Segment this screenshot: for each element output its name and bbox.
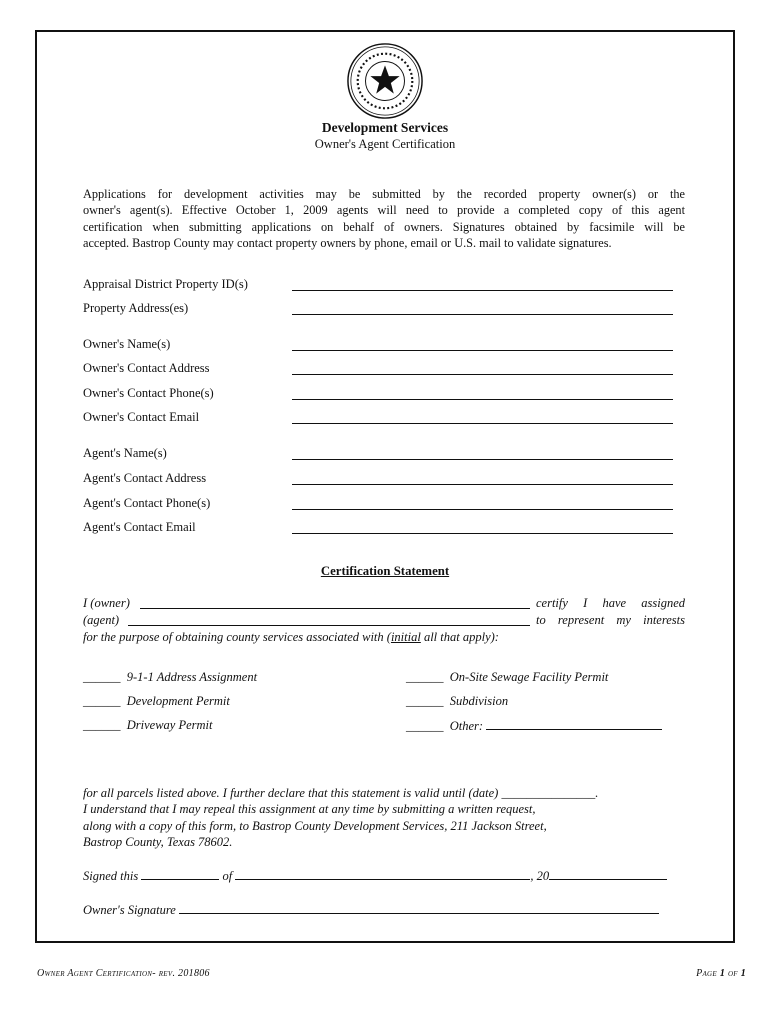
- owner-phone-label: Owner's Contact Phone(s): [83, 386, 214, 400]
- declare-line-2: I understand that I may repeal this assignment at any time by submitting a written request,: [83, 802, 536, 816]
- owner-email-field[interactable]: [292, 423, 673, 424]
- agent-address-field[interactable]: [292, 484, 673, 485]
- agent-phone-field[interactable]: [292, 509, 673, 510]
- declare-line-3: along with a copy of this form, to Bastrop County Development Services, 211 Jackson Street,: [83, 819, 547, 833]
- owner-statement-field[interactable]: [140, 598, 530, 609]
- footer-form-revision: Owner Agent Certification- rev. 201806: [37, 968, 210, 979]
- represent-text: to represent my interests: [536, 613, 685, 627]
- county-seal-icon: [346, 42, 424, 120]
- declare-line-1: for all parcels listed above. I further declare that this statement is valid until (date) _______________.: [83, 786, 599, 800]
- agent-name-label: Agent's Name(s): [83, 446, 167, 460]
- property-id-field[interactable]: [292, 290, 673, 291]
- option-development-permit[interactable]: ______ Development Permit: [83, 694, 230, 708]
- owner-name-label: Owner's Name(s): [83, 337, 171, 351]
- option-sewage-permit[interactable]: ______ On-Site Sewage Facility Permit: [406, 670, 609, 684]
- agent-phone-label: Agent's Contact Phone(s): [83, 496, 211, 510]
- agent-statement-label: (agent): [83, 613, 120, 627]
- option-address-assignment[interactable]: ______ 9-1-1 Address Assignment: [83, 670, 258, 684]
- owner-address-field[interactable]: [292, 374, 673, 375]
- owner-signature-line: Owner's Signature: [83, 902, 659, 918]
- footer-page-number: Page 1 of 1: [696, 968, 746, 979]
- other-field[interactable]: [486, 718, 662, 730]
- agent-name-field[interactable]: [292, 459, 673, 460]
- agent-address-label: Agent's Contact Address: [83, 471, 207, 485]
- page-subtitle: Owner's Agent Certification: [314, 137, 456, 151]
- certify-text: certify I have assigned: [536, 596, 685, 610]
- option-subdivision[interactable]: ______ Subdivision: [406, 694, 509, 708]
- owner-email-label: Owner's Contact Email: [83, 410, 200, 424]
- agent-email-field[interactable]: [292, 533, 673, 534]
- property-address-field[interactable]: [292, 314, 673, 315]
- owner-address-label: Owner's Contact Address: [83, 361, 210, 375]
- owner-signature-field[interactable]: [179, 902, 659, 914]
- page-title: Development Services: [321, 120, 449, 135]
- option-other[interactable]: ______ Other:: [406, 718, 662, 734]
- owner-name-field[interactable]: [292, 350, 673, 351]
- declare-line-4: Bastrop County, Texas 78602.: [83, 835, 233, 849]
- signed-month-field[interactable]: [235, 868, 530, 880]
- property-address-label: Property Address(es): [83, 301, 189, 315]
- intro-paragraph: Applications for development activities may be submitted by the recorded property owner(s) or the owner's agent(s). Effective October 1, 2009 agents will need to provide a completed copy of this agent certification when submitting applications on behalf of owners. Signatures obtained by facsimile will be accepted. Bastrop County may contact property owners by phone, email or U.S. mail to validate signatures.: [83, 187, 685, 251]
- owner-statement-label: I (owner): [83, 596, 130, 610]
- signed-year-field[interactable]: [549, 868, 667, 880]
- option-driveway-permit[interactable]: ______ Driveway Permit: [83, 718, 213, 732]
- property-id-label: Appraisal District Property ID(s): [83, 277, 248, 291]
- agent-email-label: Agent's Contact Email: [83, 520, 196, 534]
- owner-phone-field[interactable]: [292, 399, 673, 400]
- signed-day-field[interactable]: [141, 868, 219, 880]
- purpose-text: for the purpose of obtaining county services associated with (initial all that apply):: [83, 630, 499, 644]
- signed-this-line: Signed this of , 20: [83, 868, 667, 884]
- agent-statement-field[interactable]: [128, 615, 530, 626]
- certification-heading: Certification Statement: [320, 564, 450, 578]
